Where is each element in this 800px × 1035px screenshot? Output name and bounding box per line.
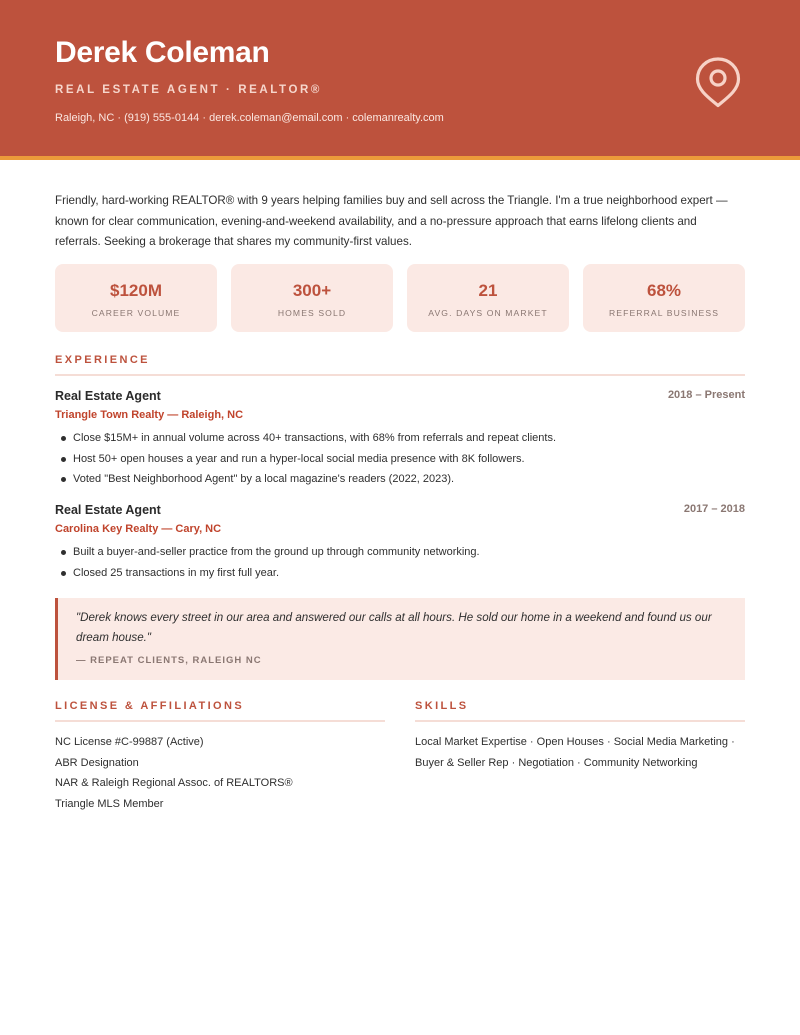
candidate-name: Derek Coleman bbox=[55, 36, 270, 69]
license-heading: LICENSE & AFFILIATIONS bbox=[55, 700, 245, 712]
license-item: Triangle MLS Member bbox=[55, 797, 164, 810]
license-item: NC License #C-99887 (Active) bbox=[55, 736, 204, 748]
stats-row bbox=[55, 264, 745, 332]
stat-card bbox=[231, 264, 393, 332]
stat-value: 68% bbox=[646, 281, 682, 300]
section-divider bbox=[55, 374, 745, 376]
stat-value: $120M bbox=[110, 281, 162, 300]
stat-label: REFERRAL BUSINESS bbox=[608, 308, 720, 318]
stat-card bbox=[55, 264, 217, 332]
job-bullet: Host 50+ open houses a year and run a hyper-local social media presence with 8K followers. bbox=[59, 449, 739, 470]
testimonial-quote bbox=[55, 598, 745, 680]
license-item: ABR Designation bbox=[55, 756, 139, 769]
job-bullet: Built a buyer-and-seller practice from the ground up through community networking. bbox=[59, 542, 739, 563]
job-bullets bbox=[59, 428, 739, 490]
section-divider bbox=[415, 720, 745, 722]
job-title: Real Estate Agent bbox=[55, 389, 161, 403]
job-title: Real Estate Agent bbox=[55, 503, 161, 517]
job-company: Triangle Town Realty — Raleigh, NC bbox=[55, 409, 244, 421]
stat-card bbox=[407, 264, 569, 332]
resume-header bbox=[0, 0, 800, 156]
job-bullets bbox=[59, 542, 739, 583]
skills-heading: SKILLS bbox=[415, 700, 469, 712]
map-pin-icon bbox=[694, 56, 742, 108]
license-item: NAR & Raleigh Regional Assoc. of REALTORS® bbox=[55, 777, 293, 789]
testimonial-attribution: — REPEAT CLIENTS, RALEIGH NC bbox=[76, 655, 262, 666]
section-divider bbox=[55, 720, 385, 722]
contact-line: Raleigh, NC · (919) 555-0144 · derek.coleman@email.com · colemanrealty.com bbox=[55, 112, 444, 124]
license-list bbox=[55, 732, 385, 814]
stat-label: AVG. DAYS ON MARKET bbox=[428, 308, 548, 318]
skills-list: Local Market Expertise · Open Houses · Social Media Marketing · Buyer & Seller Rep · Negotiation · Community Networking bbox=[415, 736, 735, 769]
profile-summary: Friendly, hard-working REALTOR® with 9 years helping families buy and sell across the Triangle. I'm a true neighborhood expert — known for clear communication, evening-and-weekend availability, and a no-pressure approach that earns lifelong clients and referrals. Seeking a brokerage that shares my community-first values. bbox=[55, 194, 728, 248]
experience-heading: EXPERIENCE bbox=[55, 354, 150, 366]
job-bullet: Close $15M+ in annual volume across 40+ transactions, with 68% from referrals and repeat clients. bbox=[59, 428, 739, 449]
job-bullet: Voted "Best Neighborhood Agent" by a local magazine's readers (2022, 2023). bbox=[59, 469, 739, 490]
testimonial-text: "Derek knows every street in our area and answered our calls at all hours. He sold our home in a weekend and found us our dream house." bbox=[76, 611, 712, 644]
stat-value: 21 bbox=[478, 281, 498, 300]
job-dates: 2018 – Present bbox=[667, 389, 745, 401]
job-bullet: Closed 25 transactions in my first full year. bbox=[59, 563, 739, 584]
stat-value: 300+ bbox=[292, 281, 332, 300]
job-company: Carolina Key Realty — Cary, NC bbox=[55, 523, 222, 535]
candidate-title: REAL ESTATE AGENT · REALTOR® bbox=[55, 84, 322, 96]
job-dates: 2017 – 2018 bbox=[683, 503, 745, 515]
stat-card bbox=[583, 264, 745, 332]
header-accent-stripe bbox=[0, 156, 800, 160]
stat-label: HOMES SOLD bbox=[277, 308, 347, 318]
stat-label: CAREER VOLUME bbox=[91, 308, 181, 318]
